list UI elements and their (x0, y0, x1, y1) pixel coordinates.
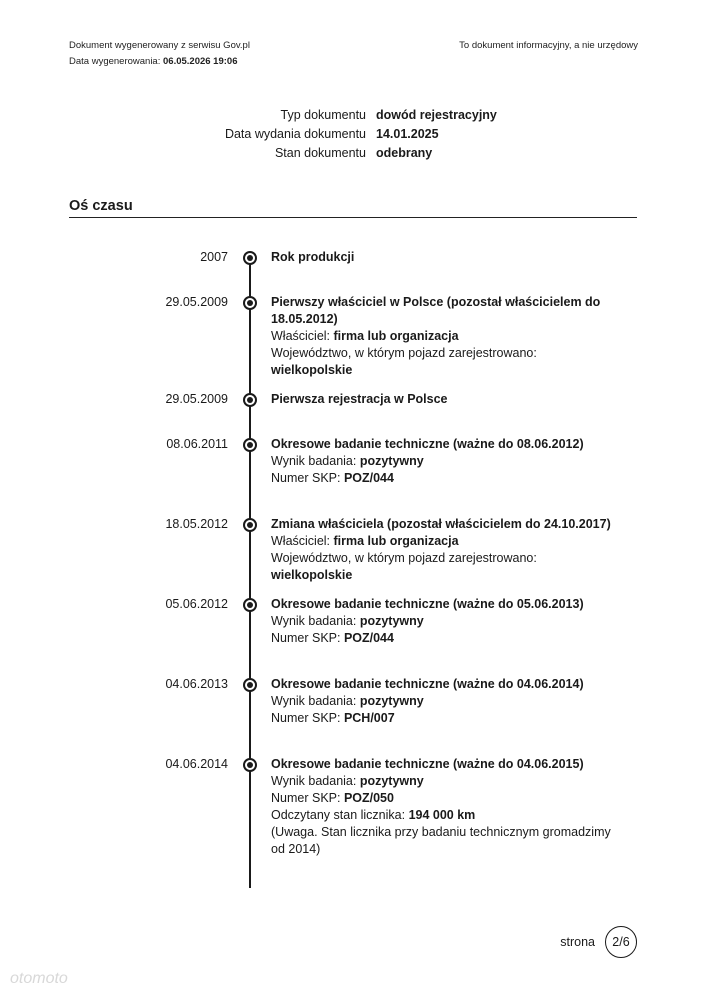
event-detail-value: firma lub organizacja (333, 534, 459, 548)
event-date: 08.06.2011 (166, 437, 228, 451)
event-detail-value: POZ/044 (343, 471, 394, 485)
event-detail-label: Województwo, w którym pojazd zarejestrowano: (271, 346, 537, 360)
generation-date (69, 56, 237, 67)
event-detail (271, 807, 611, 824)
event-detail-value: POZ/044 (343, 631, 394, 645)
event-title: Okresowe badanie techniczne (ważne do 08.06.2012) (271, 437, 584, 451)
event-body (271, 436, 611, 487)
watermark-logo: otomoto (10, 970, 68, 987)
timeline-axis (249, 256, 251, 888)
event-title: Pierwsza rejestracja w Polsce (271, 392, 448, 406)
timeline-dot-icon (243, 518, 257, 532)
event-detail-value: wielkopolskie (271, 363, 353, 377)
event-detail-label: Odczytany stan licznika: (271, 808, 409, 822)
event-title: Okresowe badanie techniczne (ważne do 04.06.2015) (271, 757, 584, 771)
event-detail-value: pozytywny (359, 774, 424, 788)
event-detail-value: PCH/007 (343, 711, 395, 725)
meta-value: dowód rejestracyjny (376, 108, 497, 122)
event-detail (271, 328, 611, 345)
event-body (271, 676, 611, 727)
event-detail-label: Wynik badania: (271, 694, 360, 708)
event-detail (271, 824, 611, 858)
event-detail-label: Wynik badania: (271, 614, 360, 628)
timeline-dot-icon (243, 296, 257, 310)
timeline-dot-icon (243, 251, 257, 265)
meta-row-issue-date (0, 127, 707, 146)
event-title: Okresowe badanie techniczne (ważne do 05.06.2013) (271, 597, 584, 611)
source-note: Dokument wygenerowany z serwisu Gov.pl (69, 40, 250, 51)
event-detail (271, 345, 611, 379)
meta-value: 14.01.2025 (376, 127, 439, 141)
event-detail (271, 773, 611, 790)
meta-label: Typ dokumentu (280, 108, 366, 122)
generation-date-label: Data wygenerowania: (69, 56, 161, 67)
event-body (271, 516, 611, 584)
event-body (271, 391, 611, 408)
meta-value: odebrany (376, 146, 433, 160)
event-detail-value: pozytywny (359, 454, 424, 468)
page-number-badge: 2/6 (605, 926, 637, 958)
event-detail-label: Wynik badania: (271, 774, 360, 788)
event-detail (271, 710, 611, 727)
timeline-dot-icon (243, 438, 257, 452)
generation-date-value: 06.05.2026 19:06 (163, 56, 238, 67)
event-date: 18.05.2012 (165, 517, 228, 531)
timeline-dot-icon (243, 598, 257, 612)
event-detail-label: Numer SKP: (271, 631, 344, 645)
event-body (271, 756, 611, 858)
event-detail (271, 693, 611, 710)
disclaimer: To dokument informacyjny, a nie urzędowy (459, 40, 638, 51)
event-body (271, 294, 611, 379)
event-detail (271, 790, 611, 807)
event-detail-label: Wynik badania: (271, 454, 360, 468)
event-detail-label: Właściciel: (271, 534, 334, 548)
event-detail-label: Numer SKP: (271, 711, 344, 725)
event-title: Rok produkcji (271, 250, 355, 264)
event-detail (271, 613, 611, 630)
event-date: 04.06.2014 (165, 757, 228, 771)
timeline-dot-icon (243, 678, 257, 692)
event-detail-value: pozytywny (359, 694, 424, 708)
meta-label: Stan dokumentu (274, 146, 366, 160)
event-detail-label: (Uwaga. Stan licznika przy badaniu technicznym gromadzimy od 2014) (271, 825, 611, 856)
event-detail-label: Właściciel: (271, 329, 334, 343)
event-body (271, 249, 611, 266)
event-detail (271, 453, 611, 470)
event-detail (271, 550, 611, 584)
event-date: 04.06.2013 (165, 677, 228, 691)
event-title: Pierwszy właściciel w Polsce (pozostał właścicielem do 18.05.2012) (271, 295, 601, 326)
event-detail-value: POZ/050 (343, 791, 394, 805)
meta-label: Data wydania dokumentu (224, 127, 366, 141)
timeline-dot-icon (243, 393, 257, 407)
event-date: 29.05.2009 (165, 295, 228, 309)
event-date: 05.06.2012 (165, 597, 228, 611)
event-detail (271, 630, 611, 647)
meta-row-type (0, 108, 707, 127)
section-divider (69, 217, 637, 218)
event-detail (271, 533, 611, 550)
event-detail-value: pozytywny (359, 614, 424, 628)
event-date: 29.05.2009 (165, 392, 228, 406)
event-detail-label: Numer SKP: (271, 471, 344, 485)
event-title: Okresowe badanie techniczne (ważne do 04.06.2014) (271, 677, 584, 691)
event-detail-value: wielkopolskie (271, 568, 353, 582)
page-label: strona (560, 935, 595, 949)
event-detail (271, 470, 611, 487)
event-detail-label: Numer SKP: (271, 791, 344, 805)
event-body (271, 596, 611, 647)
event-detail-value: 194 000 km (408, 808, 476, 822)
document-meta (0, 108, 707, 165)
timeline-title: Oś czasu (69, 198, 133, 214)
timeline-dot-icon (243, 758, 257, 772)
meta-row-status (0, 146, 707, 165)
event-detail-label: Województwo, w którym pojazd zarejestrowano: (271, 551, 537, 565)
event-detail-value: firma lub organizacja (333, 329, 459, 343)
event-title: Zmiana właściciela (pozostał właścicielem do 24.10.2017) (271, 517, 611, 531)
event-date: 2007 (200, 250, 228, 264)
